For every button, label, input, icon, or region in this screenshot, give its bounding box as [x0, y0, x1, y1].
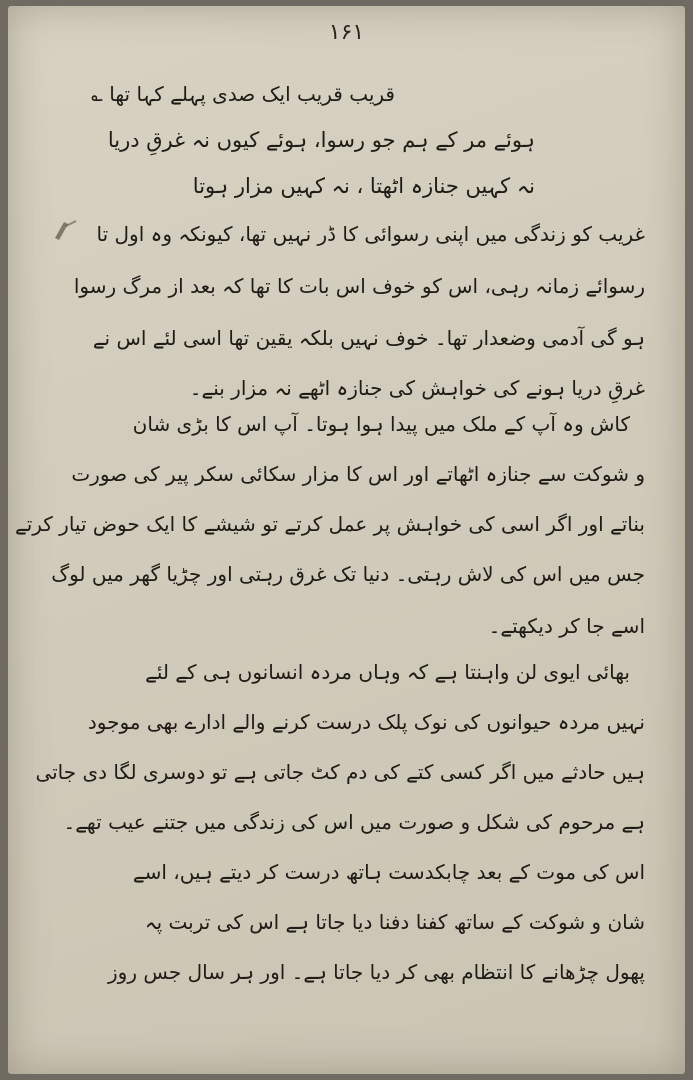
paragraph-3-line-1: بھائی ایوی لن واہنتا ہے کہ وہاں مردہ انسانوں ہی کے لئے	[145, 660, 630, 684]
paragraph-3-line-7: پھول چڑھانے کا انتظام بھی کر دیا جاتا ہے۔ اور ہر سال جس روز	[108, 960, 645, 984]
paragraph-3-line-5: اس کی موت کے بعد چابکدست ہاتھ درست کر دیتے ہیں، اسے	[132, 860, 645, 884]
paragraph-1-line-3: ہو گی آدمی وضعدار تھا۔ خوف نہیں بلکہ یقین تھا اسی لئے اس نے	[92, 326, 645, 350]
paragraph-2-line-1: کاش وہ آپ کے ملک میں پیدا ہوا ہوتا۔ آپ اس کا بڑی شان	[132, 412, 630, 436]
paragraph-2-line-4: جس میں اس کی لاش رہتی۔ دنیا تک غرق رہتی اور چڑیا گھر میں لوگ	[51, 562, 645, 586]
paragraph-3-line-3: ہیں حادثے میں اگر کسی کتے کی دم کٹ جاتی ہے تو دوسری لگا دی جاتی	[35, 760, 645, 784]
paragraph-3-line-4: ہے مرحوم کی شکل و صورت میں اس کی زندگی میں جتنے عیب تھے۔	[63, 810, 645, 834]
verse-line-2: نہ کہیں جنازہ اٹھتا ، نہ کہیں مزار ہوتا	[192, 174, 535, 198]
paragraph-1-line-4: غرقِ دریا ہونے کی خواہش کی جنازہ اٹھے نہ مزار بنے۔	[189, 376, 645, 400]
paragraph-2-line-3: بناتے اور اگر اسی کی خواہش پر عمل کرتے تو شیشے کا ایک حوض تیار کرتے	[14, 512, 645, 536]
paragraph-3-line-6: شان و شوکت کے ساتھ کفنا دفنا دیا جاتا ہے اس کی تربت پہ	[144, 910, 645, 934]
paragraph-1-line-1: غریب کو زندگی میں اپنی رسوائی کا ڈر نہیں تھا، کیونکہ وہ اول تا	[96, 222, 645, 246]
paragraph-1-line-2: رسوائے زمانہ رہی، اس کو خوف اس بات کا تھا کہ بعد از مرگ رسوا	[73, 274, 645, 298]
book-page	[8, 6, 685, 1074]
page-number: ۱۶۱	[328, 20, 365, 45]
intro-line: قریب قریب ایک صدی پہلے کہا تھا ؎	[91, 82, 395, 106]
paragraph-3-line-2: نہیں مردہ حیوانوں کی نوک پلک درست کرنے والے ادارے بھی موجود	[87, 710, 645, 734]
paragraph-2-line-2: و شوکت سے جنازہ اٹھاتے اور اس کا مزار سکائی سکر پیر کی صورت	[71, 462, 645, 486]
verse-line-1: ہوئے مر کے ہم جو رسوا، ہوئے کیوں نہ غرقِ دریا	[107, 128, 535, 152]
pencil-mark-icon	[52, 218, 80, 242]
paragraph-2-line-5: اسے جا کر دیکھتے۔	[488, 614, 645, 638]
